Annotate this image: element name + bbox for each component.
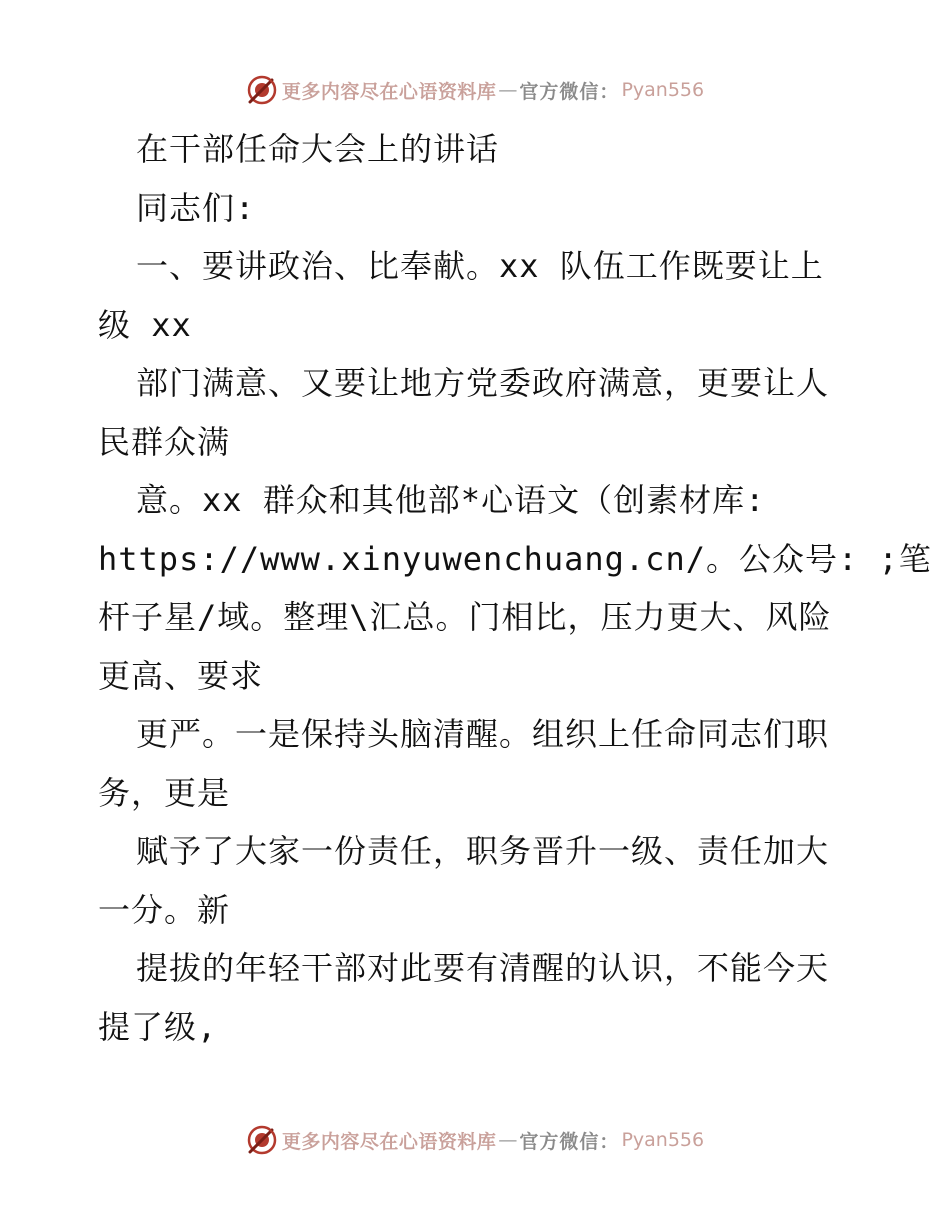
text-line: 一分。新 (98, 890, 231, 929)
text-line: 同志们: (136, 188, 256, 227)
text-line: 务，更是 (98, 773, 231, 812)
header-banner (0, 70, 950, 110)
text-line: 更高、要求 (98, 656, 264, 695)
text-line: 民群众满 (98, 422, 231, 461)
text-line: 更严。一是保持头脑清醒。组织上任命同志们职 (136, 715, 830, 753)
text-line: 提拔的年轻干部对此要有清醒的认识，不能今天 (136, 949, 830, 987)
banner-wechat-id: Pyan556 (621, 1129, 705, 1151)
text-line: 赋予了大家一份责任，职务晋升一级、责任加大 (136, 832, 830, 870)
quill-seal-icon (246, 74, 278, 106)
text-line: 级 xx (98, 305, 192, 344)
text-line: 杆子星/域。整理\汇总。门相比，压力更大、风险 (98, 598, 832, 636)
text-line: 一、要讲政治、比奉献。xx 队伍工作既要让上 (136, 247, 824, 285)
banner-official-label: 官方微信： (519, 80, 620, 103)
banner-brand-text: 更多内容尽在心语资料库 (281, 1130, 497, 1153)
document-body (98, 120, 932, 1056)
text-line: 在干部任命大会上的讲话 (136, 130, 500, 168)
banner-dash: — (498, 79, 518, 101)
text-line: 部门满意、又要让地方党委政府满意，更要让人 (136, 364, 830, 402)
quill-seal-icon (246, 1124, 278, 1156)
text-line: https://www.xinyuwenchuang.cn/。公众号: ;笔 (98, 539, 932, 578)
text-line: 提了级, (98, 1007, 218, 1046)
banner-wechat-id: Pyan556 (621, 79, 705, 101)
text-line: 意。xx 群众和其他部*心语文（创素材库: (136, 481, 766, 519)
banner-dash: — (498, 1129, 518, 1151)
footer-banner (0, 1120, 950, 1160)
banner-brand-text: 更多内容尽在心语资料库 (281, 80, 497, 103)
banner-official-label: 官方微信： (519, 1130, 620, 1153)
